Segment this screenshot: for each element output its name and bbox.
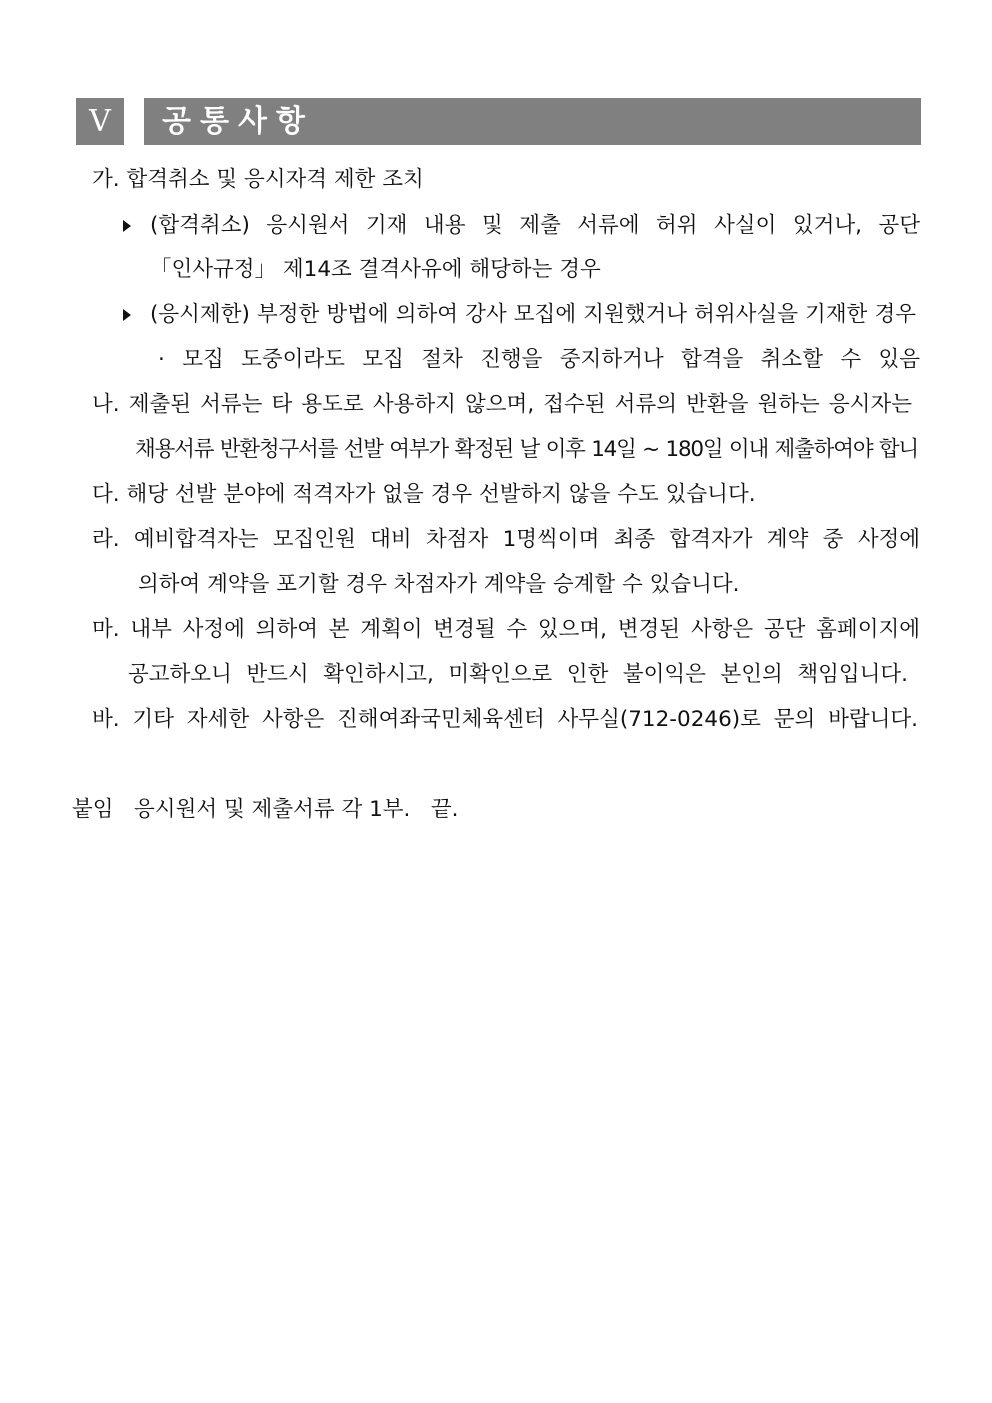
item-ra-line2: 의하여 계약을 포기할 경우 차점자가 계약을 승계할 수 있습니다. <box>138 572 740 597</box>
item-na-line1: 나. 제출된 서류는 타 용도로 사용하지 않으며, 접수된 서류의 반환을 원하는 응시자는 <box>92 392 912 417</box>
item-ga-bullet1-line1: (합격취소) 응시원서 기재 내용 및 제출 서류에 허위 사실이 있거나, 공단 <box>150 213 920 238</box>
item-ra-line1: 라. 예비합격자는 모집인원 대비 차점자 1명씩이며 최종 합격자가 계약 중 사정에 <box>92 527 920 552</box>
item-da: 다. 해당 선발 분야에 적격자가 없을 경우 선발하지 않을 수도 있습니다. <box>92 482 756 507</box>
item-ma-line1: 마. 내부 사정에 의하여 본 계획이 변경될 수 있으며, 변경된 사항은 공단 홈페이지에 <box>92 617 920 642</box>
item-ba: 바. 기타 자세한 사항은 진해여좌국민체육센터 사무실(712-0246)로 문의 바랍니다. <box>92 707 918 732</box>
bullet-triangle-icon <box>123 220 131 232</box>
item-ga-bullet1-line2: 「인사규정」 제14조 결격사유에 해당하는 경우 <box>150 257 601 282</box>
section-header <box>144 98 921 145</box>
item-ma-line2: 공고하오니 반드시 확인하시고, 미확인으로 인한 불이익은 본인의 책임입니다. <box>128 662 908 687</box>
item-na-line2: 채용서류 반환청구서를 선발 여부가 확정된 날 이후 14일 ~ 180일 이내 제출하여야 합니 <box>135 437 918 462</box>
bullet-triangle-icon <box>123 309 131 321</box>
item-ga: 가. 합격취소 및 응시자격 제한 조치 <box>92 167 424 192</box>
section-title: 공통사항 <box>162 104 314 139</box>
attachment-note: 붙임 응시원서 및 제출서류 각 1부. 끝. <box>72 797 459 822</box>
item-ga-bullet2: (응시제한) 부정한 방법에 의하여 강사 모집에 지원했거나 허위사실을 기재한 경우 <box>150 302 916 327</box>
section-number: Ⅴ <box>76 98 124 145</box>
item-ga-bullet2-sub: · 모집 도중이라도 모집 절차 진행을 중지하거나 합격을 취소할 수 있음 <box>158 347 920 372</box>
